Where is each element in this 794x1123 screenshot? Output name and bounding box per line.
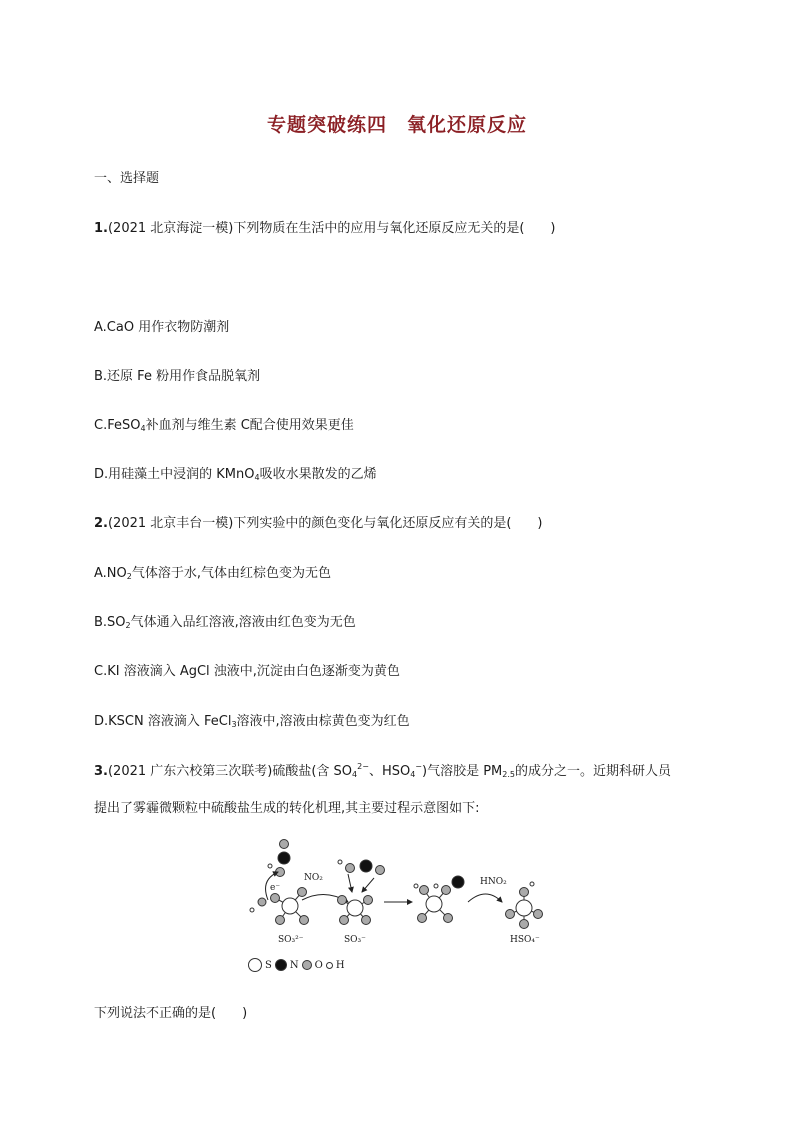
question-text: 的成分之一。近期科研人员 [515, 764, 672, 779]
legend-label-n: N [289, 959, 299, 971]
no2-label: NO₂ [304, 873, 323, 883]
question-number: 2. [94, 516, 108, 531]
hno2-label: HNO₂ [480, 877, 507, 887]
question-3-stem-line2: 提出了雾霾微颗粒中硫酸盐生成的转化机理,其主要过程示意图如下: [94, 801, 480, 816]
section-heading: 一、选择题 [94, 171, 160, 186]
option-text: 溶液中,溶液由棕黄色变为红色 [236, 714, 410, 729]
intermediate-molecule [414, 876, 464, 923]
option-text: B.SO [94, 615, 126, 630]
option-text: D.KSCN 溶液滴入 FeCl [94, 714, 232, 729]
option-text: C.FeSO [94, 418, 141, 433]
hso4-minus-molecule [506, 882, 543, 929]
oxygen-legend-icon [302, 960, 312, 970]
so3-minus-label: SO₃⁻ [344, 935, 366, 945]
question-number: 3. [94, 764, 108, 779]
legend-label-h: H [335, 959, 345, 971]
legend-label-s: S [265, 959, 272, 971]
no2-molecule-left [268, 840, 290, 877]
superscript: − [415, 762, 422, 771]
question-text: (2021 广东六校第三次联考)硫酸盐(含 SO [107, 764, 353, 779]
subscript: 4 [352, 770, 358, 779]
q2-option-c: C.KI 溶液滴入 AgCl 浊液中,沉淀由白色逐渐变为黄色 [94, 664, 400, 679]
question-3-stem [94, 760, 671, 779]
hso4-minus-label: HSO₄⁻ [510, 935, 540, 945]
hydrogen-legend-icon [326, 962, 333, 969]
question-1-stem [94, 217, 556, 236]
option-text: 补血剂与维生素 C配合使用效果更佳 [145, 418, 354, 433]
question-3-prompt: 下列说法不正确的是( ) [94, 1006, 248, 1021]
superscript: 2− [357, 762, 369, 771]
subscript: 2 [126, 572, 132, 581]
question-text: (2021 北京丰台一模)下列实验中的颜色变化与氧化还原反应有关的是( ) [107, 516, 543, 531]
subscript: 4 [140, 424, 146, 433]
question-text: (2021 北京海淀一模)下列物质在生活中的应用与氧化还原反应无关的是( ) [107, 221, 556, 236]
q2-option-a [94, 562, 331, 581]
so3-2minus-molecule [250, 888, 309, 925]
subscript: 2.5 [502, 770, 515, 779]
so3-2minus-label: SO₃²⁻ [278, 935, 304, 945]
subscript: 4 [254, 473, 260, 482]
option-text: A.NO [94, 566, 127, 581]
q1-option-c [94, 414, 354, 433]
q1-option-a: A.CaO 用作衣物防潮剂 [94, 320, 230, 335]
nitrogen-legend-icon [275, 959, 287, 971]
question-text: 、HSO [368, 764, 411, 779]
question-number: 1. [94, 221, 108, 236]
so3-minus-molecule [338, 896, 373, 925]
q1-option-b: B.还原 Fe 粉用作食品脱氧剂 [94, 369, 261, 384]
subscript: 4 [410, 770, 416, 779]
q2-option-d [94, 710, 410, 729]
subscript: 3 [231, 720, 237, 729]
diagram-legend [248, 958, 345, 972]
q1-option-d [94, 463, 377, 482]
option-text: 气体溶于水,气体由红棕色变为无色 [131, 566, 331, 581]
question-2-stem [94, 512, 543, 531]
no2-molecule-right [338, 860, 385, 875]
sulfate-mechanism-diagram [240, 828, 550, 948]
page-title: 专题突破练四 氧化还原反应 [266, 114, 527, 136]
electron-label: e⁻ [270, 883, 281, 893]
subscript: 2 [125, 621, 131, 630]
option-text: 气体通入品红溶液,溶液由红色变为无色 [130, 615, 356, 630]
sulfur-legend-icon [248, 958, 262, 972]
option-text: 吸收水果散发的乙烯 [259, 467, 377, 482]
option-text: D.用硅藻土中浸润的 KMnO [94, 467, 255, 482]
question-text: )气溶胶是 PM [422, 764, 503, 779]
q2-option-b [94, 611, 356, 630]
legend-label-o: O [314, 959, 323, 971]
